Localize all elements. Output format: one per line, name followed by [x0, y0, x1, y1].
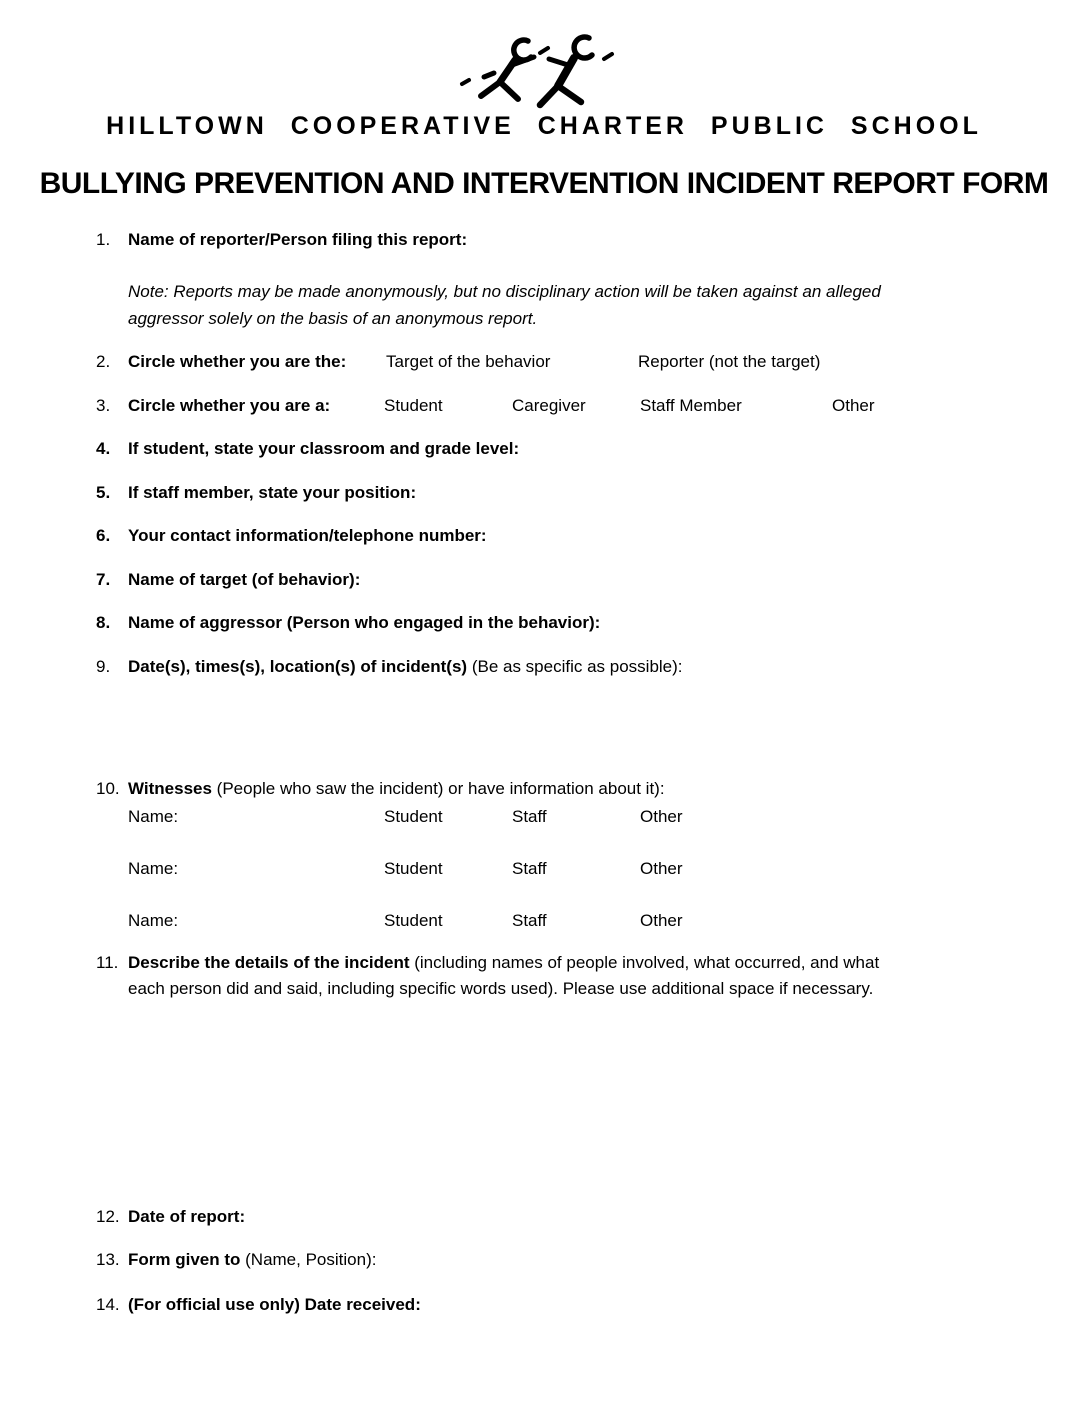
option-other: Other — [640, 911, 683, 930]
item-label — [128, 778, 665, 799]
running-figures-icon — [454, 28, 634, 113]
item-label — [128, 1249, 376, 1270]
item-label: (For official use only) Date received: — [128, 1295, 421, 1314]
item-number: 3. — [96, 396, 111, 415]
item-label-bold: Describe the details of the incident — [128, 953, 410, 972]
item-number: 5. — [96, 483, 111, 502]
witness-name-label: Name: — [128, 911, 179, 930]
option-other: Other — [832, 396, 875, 415]
option-staff: Staff — [512, 911, 547, 930]
item-number: 10. — [96, 779, 120, 798]
item-label: If student, state your classroom and grade level: — [128, 439, 520, 458]
option-student: Student — [384, 859, 443, 878]
option-staff-member: Staff Member — [640, 396, 742, 415]
item-label: Date of report: — [128, 1207, 246, 1226]
item-number: 4. — [96, 439, 111, 458]
option-staff: Staff — [512, 807, 547, 826]
option-caregiver: Caregiver — [512, 396, 586, 415]
note-text: Note: Reports may be made anonymously, but no disciplinary action will be taken against an alleged — [128, 282, 881, 301]
option-staff: Staff — [512, 859, 547, 878]
item-label: Your contact information/telephone number: — [128, 526, 487, 545]
item-label — [128, 656, 683, 677]
option-student: Student — [384, 911, 443, 930]
item-label-line-1 — [128, 952, 879, 973]
option-target-of-behavior: Target of the behavior — [386, 352, 551, 371]
item-number: 12. — [96, 1207, 120, 1226]
item-number: 2. — [96, 352, 111, 371]
item-label: Circle whether you are the: — [128, 352, 347, 371]
page-title: BULLYING PREVENTION AND INTERVENTION INCIDENT REPORT FORM — [39, 167, 1049, 200]
item-label-bold: Date(s), times(s), location(s) of incident(s) — [128, 657, 468, 676]
item-number: 11. — [96, 953, 119, 972]
school-logo — [454, 28, 634, 118]
item-label-rest: (including names of people involved, what occurred, and what — [409, 953, 880, 972]
item-label: Name of aggressor (Person who engaged in the behavior): — [128, 613, 601, 632]
item-number: 13. — [96, 1250, 120, 1269]
option-student: Student — [384, 396, 443, 415]
item-number: 14. — [96, 1295, 120, 1314]
item-number: 6. — [96, 526, 111, 545]
item-label-rest: (Name, Position): — [240, 1250, 377, 1269]
witness-name-label: Name: — [128, 807, 179, 826]
item-label-line-2: each person did and said, including specific words used). Please use additional space if necessary. — [128, 979, 874, 998]
item-number: 1. — [96, 230, 111, 249]
item-label-bold: Form given to — [128, 1250, 241, 1269]
item-number: 9. — [96, 657, 111, 676]
item-number: 7. — [96, 570, 111, 589]
witness-name-label: Name: — [128, 859, 179, 878]
option-student: Student — [384, 807, 443, 826]
option-other: Other — [640, 807, 683, 826]
item-number: 8. — [96, 613, 111, 632]
item-label-rest: (People who saw the incident) or have information about it): — [211, 779, 665, 798]
item-label: If staff member, state your position: — [128, 483, 417, 502]
option-other: Other — [640, 859, 683, 878]
school-name: HILLTOWN COOPERATIVE CHARTER PUBLIC SCHOOL — [106, 112, 982, 140]
item-label: Name of reporter/Person filing this report: — [128, 230, 468, 249]
note-text: aggressor solely on the basis of an anonymous report. — [128, 309, 538, 328]
item-label: Name of target (of behavior): — [128, 570, 361, 589]
option-reporter-not-target: Reporter (not the target) — [638, 352, 821, 371]
item-label-rest: (Be as specific as possible): — [467, 657, 683, 676]
item-label-bold: Witnesses — [128, 779, 212, 798]
item-label: Circle whether you are a: — [128, 396, 331, 415]
